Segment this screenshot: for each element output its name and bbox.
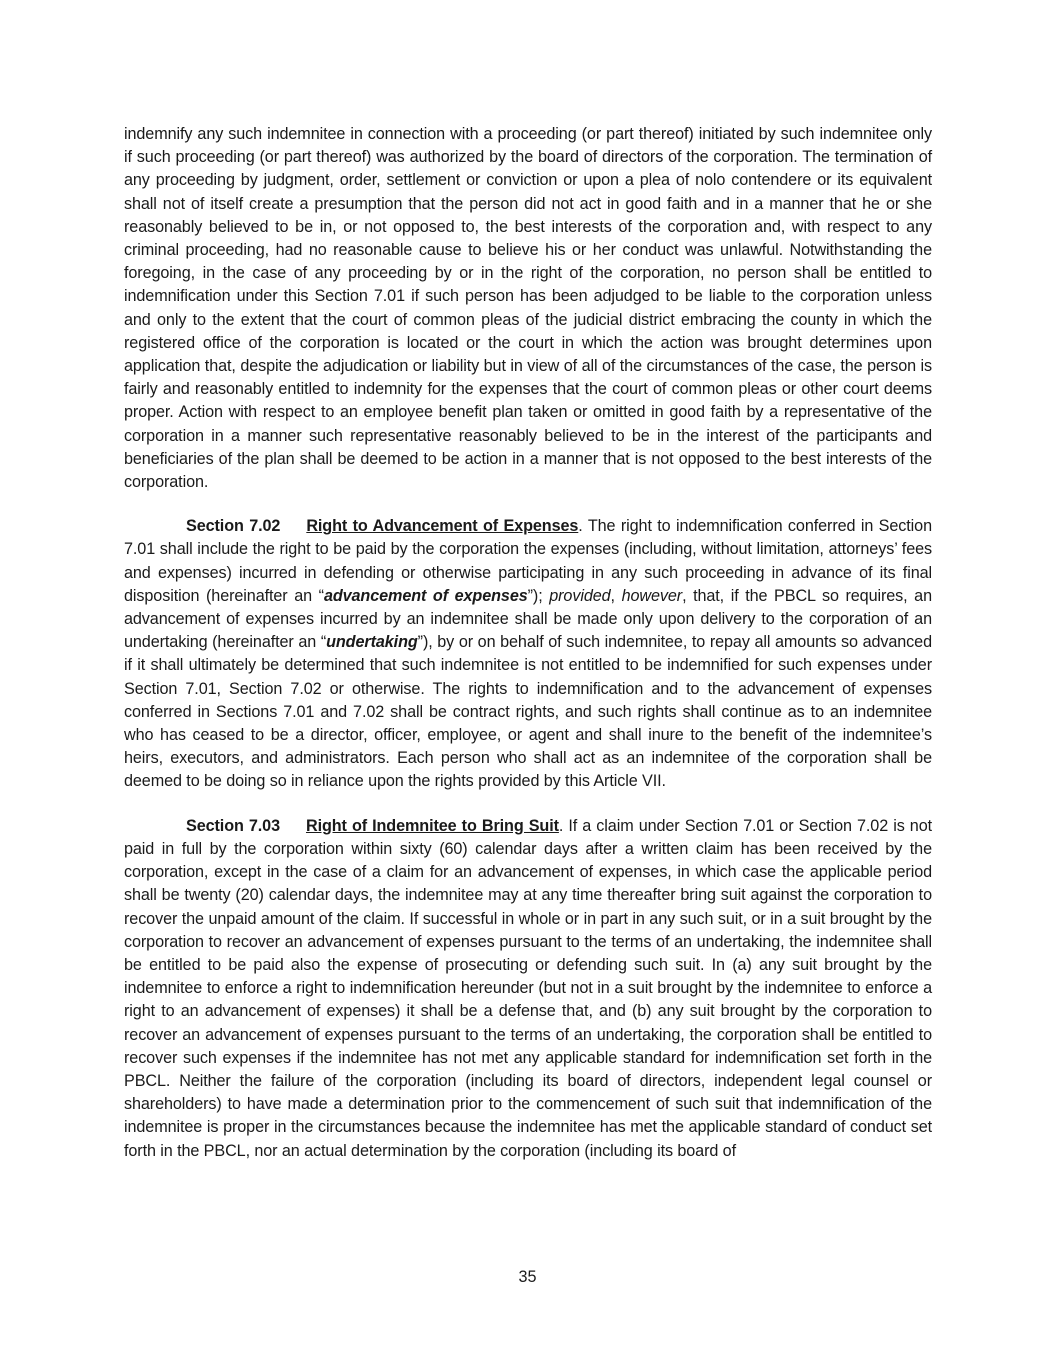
section-7-02-number: Section 7.02 [186,517,281,536]
italic-however: however [621,586,683,605]
defined-term-undertaking: undertaking [326,633,418,652]
section-7-02-text: ”), by or on behalf of such indemnitee, to repay all amounts so advanced if it shall ultimately be determined that such indemnitee is not entitled to be indemnified for such expenses under Section 7.01, Section 7.02 or otherwise. The rights to indemnification and to the advancement of expenses conferred in Sections 7.01 and 7.02 shall be contract rights, and such rights shall continue as to an indemnitee who has ceased to be a director, officer, employee, or agent and shall inure to the benefit of the indemnitee’s heirs, executors, and administrators. Each person who shall act as an indemnitee of the corporation shall be deemed to be doing so in reliance upon the rights provided by this Article VII. [124,633,932,791]
continuation-text: indemnify any such indemnitee in connection with a proceeding (or part thereof) initiated by such indemnitee only if such proceeding (or part thereof) was authorized by the board of directors of the corporation. The termination of any proceeding by judgment, order, settlement or conviction or upon a plea of nolo contendere or its equivalent shall not of itself create a presumption that the person did not act in good faith and in a manner that he or she reasonably believed to be in, or not opposed to, the best interests of the corporation and, with respect to any criminal proceeding, had no reasonable cause to believe his or her conduct was unlawful. Notwithstanding the foregoing, in the case of any proceeding by or in the right of the corporation, no person shall be entitled to indemnification under this Section 7.01 if such person has been adjudged to be liable to the corporation unless and only to the extent that the court of common pleas of the judicial district embracing the county in which the registered office of the corporation is located or the court in which the action was brought determines upon application that, despite the adjudication or liability but in view of all of the circumstances of the case, the person is fairly and reasonably entitled to indemnity for the expenses that the court of common pleas or other court deems proper. Action with respect to an employee benefit plan taken or omitted in good faith by a representative of the corporation in a manner such representative reasonably believed to be in the interest of the participants and beneficiaries of the plan shall be deemed to be action in a manner that is not opposed to the best interests of the corporation. [124,125,932,492]
defined-term-advancement-of-expenses: advancement of expenses [323,586,528,605]
section-7-02-text: ”); [527,586,550,605]
continuation-paragraph [124,123,932,494]
section-7-03-text: . If a claim under Section 7.01 or Section 7.02 is not paid in full by the corporation within sixty (60) calendar days after a written claim has been received by the corporation, except in the case of a claim for an advancement of expenses, in which case the applicable period shall be twenty (20) calendar days, the indemnitee may at any time thereafter bring suit against the corporation to recover the unpaid amount of the claim. If successful in whole or in part in any such suit, or in a suit brought by the corporation to recover an advancement of expenses pursuant to the terms of an undertaking, the indemnitee shall be entitled to be paid also the expense of prosecuting or defending such suit. In (a) any suit brought by the indemnitee to enforce a right to indemnification hereunder (but not in a suit brought by the indemnitee to enforce a right to an advancement of expenses) it shall be a defense that, and (b) any suit brought by the corporation to recover an advancement of expenses pursuant to the terms of an undertaking, the corporation shall be entitled to recover such expenses if the indemnitee has not met any applicable standard for indemnification set forth in the PBCL. Neither the failure of the corporation (including its board of directors, independent legal counsel or shareholders) to have made a determination prior to the commencement of such suit that indemnification of the indemnitee is proper in the circumstances because the indemnitee has met the applicable standard of conduct set forth in the PBCL, nor an actual determination by the corporation (including its board of [124,816,932,1160]
section-7-02-text: , that, if the PBCL so requires, an advancement of expenses incurred by an indemnitee shall be made only upon delivery to the corporation of an undertaking (hereinafter an “ [124,586,932,652]
page-number: 35 [518,1268,537,1286]
italic-provided: provided [549,586,611,605]
section-7-03-title: Right of Indemnitee to Bring Suit [305,816,559,835]
section-7-02-paragraph [124,515,932,793]
section-7-03-number: Section 7.03 [186,816,280,835]
section-7-02-text: , [610,586,622,605]
section-7-03-paragraph [124,815,932,1163]
document-page [124,123,932,1163]
section-7-02-text: . The right to indemnification conferred in Section 7.01 shall include the right to be paid by the corporation the expenses (including, without limitation, attorneys’ fees and expenses) incurred in defending or otherwise participating in any such proceeding in advance of its final disposition (hereinafter an “ [124,517,932,605]
section-7-02-title: Right to Advancement of Expenses [306,517,579,536]
